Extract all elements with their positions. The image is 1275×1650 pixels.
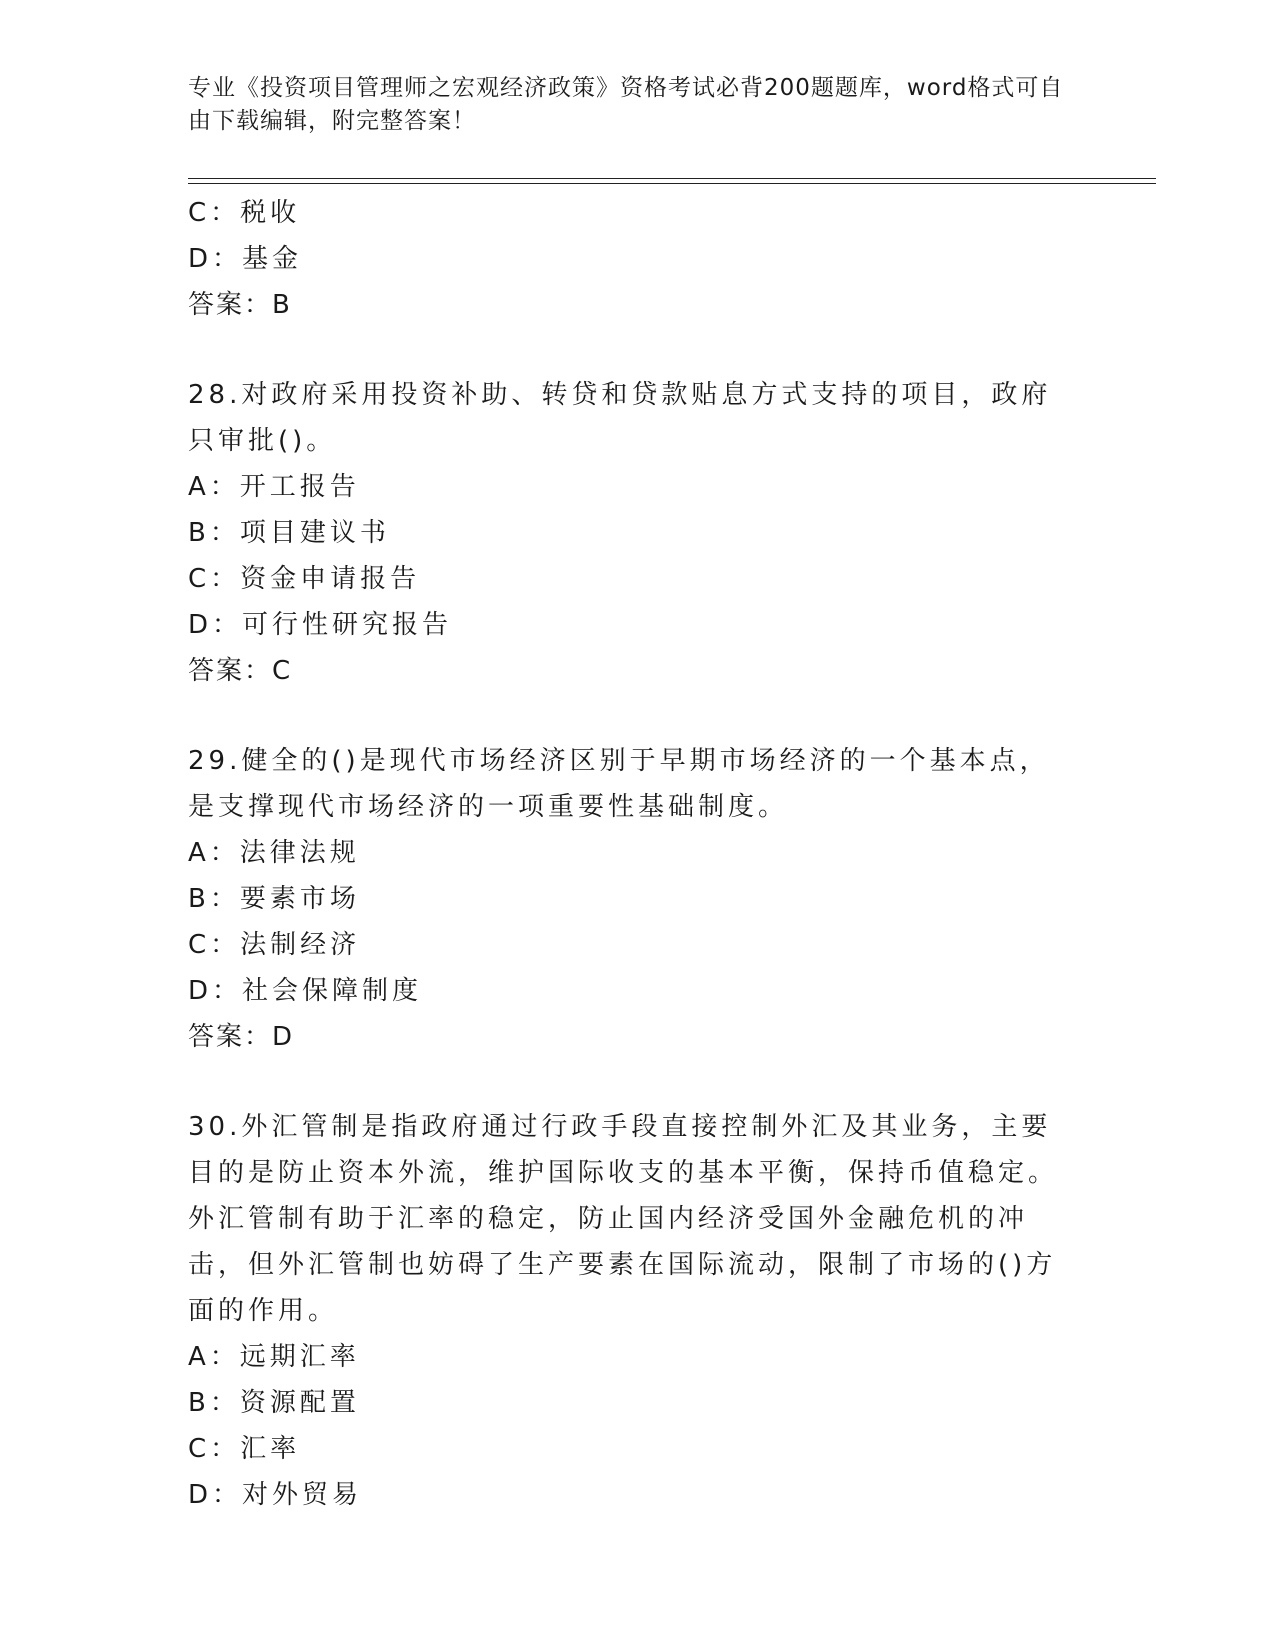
question-list — [188, 190, 1088, 1518]
header-rule-bottom — [188, 183, 1156, 184]
spacer — [188, 328, 1088, 372]
option-c: C：法制经济 — [188, 930, 361, 960]
option-a: A：法律法规 — [188, 838, 360, 868]
option-a: A：开工报告 — [188, 472, 360, 502]
question-stem: 28.对政府采用投资补助、转贷和贷款贴息方式支持的项目，政府只审批()。 — [188, 380, 1052, 456]
answer: 答案：B — [188, 290, 292, 320]
option-d: D：基金 — [188, 244, 303, 274]
question-30 — [188, 1104, 1088, 1518]
answer: 答案：C — [188, 656, 293, 686]
spacer — [188, 694, 1088, 738]
option-c: C：资金申请报告 — [188, 564, 421, 594]
question-27-continued — [188, 190, 1088, 328]
answer: 答案：D — [188, 1022, 295, 1052]
question-stem: 29.健全的()是现代市场经济区别于早期市场经济的一个基本点，是支撑现代市场经济的一项重要性基础制度。 — [188, 746, 1050, 822]
question-stem: 30.外汇管制是指政府通过行政手段直接控制外汇及其业务，主要目的是防止资本外流，维护国际收支的基本平衡，保持币值稳定。外汇管制有助于汇率的稳定，防止国内经济受国外金融危机的冲击，但外汇管制也妨碍了生产要素在国际流动，限制了市场的()方面的作用。 — [188, 1112, 1059, 1326]
option-c: C：汇率 — [188, 1434, 301, 1464]
option-a: A：远期汇率 — [188, 1342, 360, 1372]
option-d: D：社会保障制度 — [188, 976, 423, 1006]
question-28 — [188, 372, 1088, 694]
option-b: B：项目建议书 — [188, 518, 390, 548]
option-d: D：对外贸易 — [188, 1480, 363, 1510]
option-b: B：要素市场 — [188, 884, 360, 914]
header-rule-top — [188, 178, 1156, 179]
option-d: D：可行性研究报告 — [188, 610, 453, 640]
question-29 — [188, 738, 1088, 1060]
option-b: B：资源配置 — [188, 1388, 360, 1418]
spacer — [188, 1060, 1088, 1104]
option-c: C：税收 — [188, 198, 301, 228]
page-header: 专业《投资项目管理师之宏观经济政策》资格考试必背200题题库，word格式可自由下载编辑，附完整答案！ — [188, 75, 1064, 134]
